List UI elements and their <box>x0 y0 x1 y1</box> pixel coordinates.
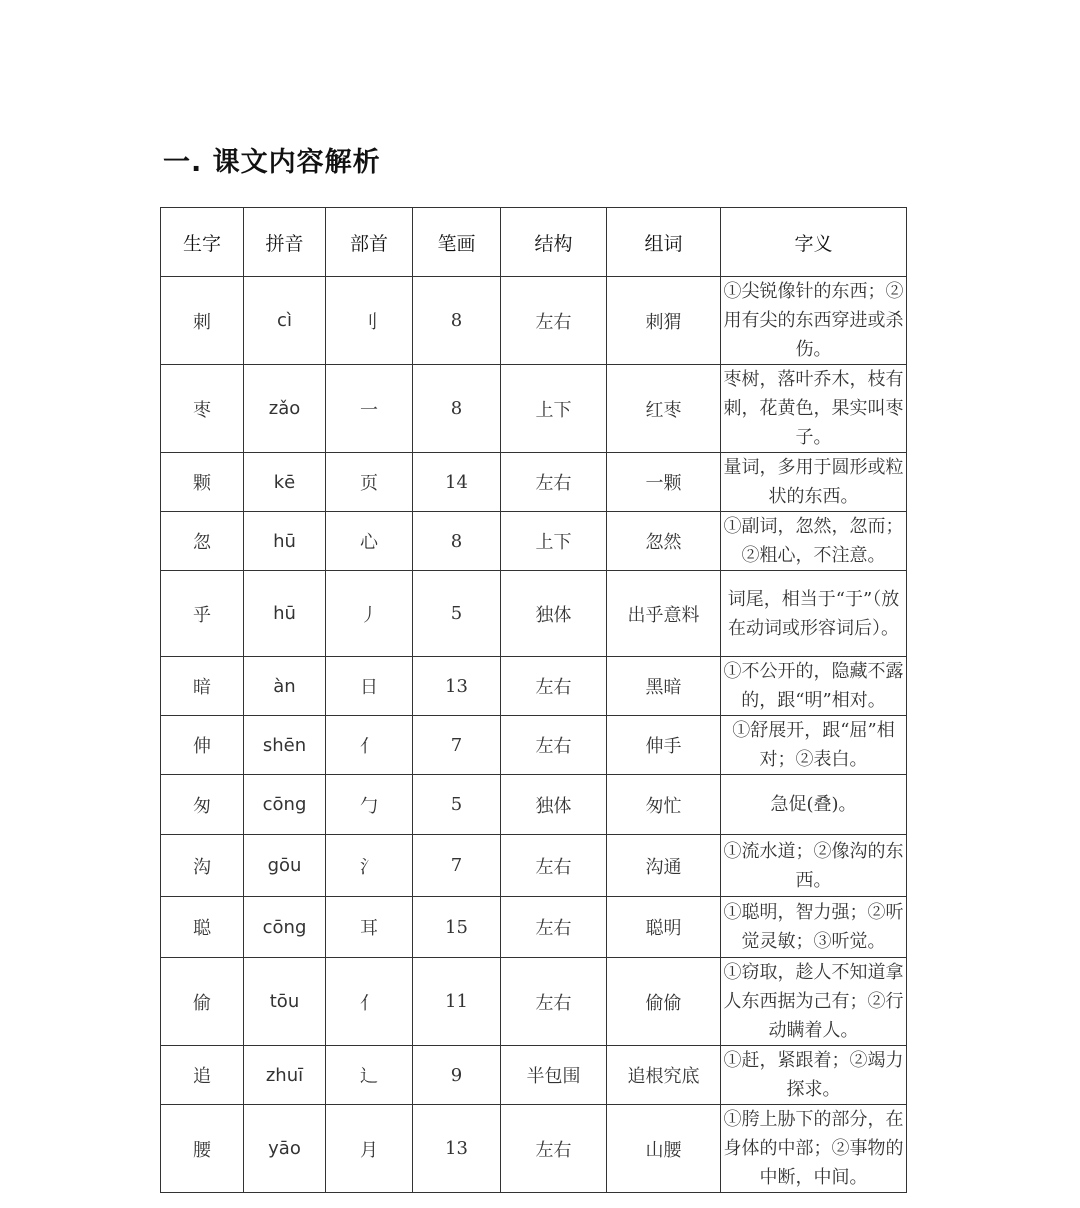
character-cell: 乎 <box>161 571 244 657</box>
character-cell: 匆 <box>161 775 244 835</box>
strokes-cell: 8 <box>413 365 501 453</box>
word-cell: 忽然 <box>607 512 721 571</box>
meaning-cell: 急促(叠)。 <box>721 775 907 835</box>
radical-cell: 勹 <box>326 775 413 835</box>
structure-cell: 上下 <box>501 365 607 453</box>
word-cell: 黑暗 <box>607 657 721 716</box>
pinyin-cell: zǎo <box>244 365 326 453</box>
radical-cell: 辶 <box>326 1046 413 1105</box>
character-cell: 偷 <box>161 958 244 1046</box>
strokes-cell: 14 <box>413 453 501 512</box>
structure-cell: 左右 <box>501 453 607 512</box>
radical-cell: 亻 <box>326 958 413 1046</box>
pinyin-cell: cōng <box>244 897 326 958</box>
character-cell: 颗 <box>161 453 244 512</box>
header-word: 组词 <box>607 208 721 277</box>
pinyin-cell: kē <box>244 453 326 512</box>
radical-cell: 氵 <box>326 835 413 897</box>
strokes-cell: 11 <box>413 958 501 1046</box>
header-pinyin: 拼音 <box>244 208 326 277</box>
pinyin-cell: yāo <box>244 1105 326 1193</box>
header-structure: 结构 <box>501 208 607 277</box>
meaning-cell: 枣树，落叶乔木，枝有刺，花黄色，果实叫枣子。 <box>721 365 907 453</box>
pinyin-cell: gōu <box>244 835 326 897</box>
character-cell: 沟 <box>161 835 244 897</box>
strokes-cell: 13 <box>413 657 501 716</box>
pinyin-cell: shēn <box>244 716 326 775</box>
strokes-cell: 5 <box>413 775 501 835</box>
strokes-cell: 7 <box>413 835 501 897</box>
strokes-cell: 5 <box>413 571 501 657</box>
character-cell: 聪 <box>161 897 244 958</box>
meaning-cell: ①尖锐像针的东西；②用有尖的东西穿进或杀伤。 <box>721 277 907 365</box>
strokes-cell: 8 <box>413 512 501 571</box>
strokes-cell: 13 <box>413 1105 501 1193</box>
radical-cell: 耳 <box>326 897 413 958</box>
meaning-cell: ①窃取，趁人不知道拿人东西据为己有；②行动瞒着人。 <box>721 958 907 1046</box>
word-cell: 刺猬 <box>607 277 721 365</box>
meaning-cell: ①聪明，智力强；②听觉灵敏；③听觉。 <box>721 897 907 958</box>
table-row <box>161 716 907 775</box>
character-cell: 追 <box>161 1046 244 1105</box>
table-row <box>161 1105 907 1193</box>
character-cell: 暗 <box>161 657 244 716</box>
meaning-cell: ①流水道；②像沟的东西。 <box>721 835 907 897</box>
word-cell: 伸手 <box>607 716 721 775</box>
table-row <box>161 897 907 958</box>
header-strokes: 笔画 <box>413 208 501 277</box>
word-cell: 偷偷 <box>607 958 721 1046</box>
word-cell: 聪明 <box>607 897 721 958</box>
character-cell: 伸 <box>161 716 244 775</box>
pinyin-cell: àn <box>244 657 326 716</box>
word-cell: 沟通 <box>607 835 721 897</box>
header-character: 生字 <box>161 208 244 277</box>
word-cell: 出乎意料 <box>607 571 721 657</box>
character-cell: 刺 <box>161 277 244 365</box>
word-cell: 红枣 <box>607 365 721 453</box>
radical-cell: 页 <box>326 453 413 512</box>
structure-cell: 左右 <box>501 657 607 716</box>
structure-cell: 左右 <box>501 897 607 958</box>
table-row <box>161 453 907 512</box>
structure-cell: 半包围 <box>501 1046 607 1105</box>
strokes-cell: 9 <box>413 1046 501 1105</box>
table-row <box>161 512 907 571</box>
structure-cell: 上下 <box>501 512 607 571</box>
header-meaning: 字义 <box>721 208 907 277</box>
pinyin-cell: hū <box>244 571 326 657</box>
header-radical: 部首 <box>326 208 413 277</box>
table-row <box>161 1046 907 1105</box>
radical-cell: 丿 <box>326 571 413 657</box>
table-row <box>161 277 907 365</box>
meaning-cell: ①赶，紧跟着；②竭力探求。 <box>721 1046 907 1105</box>
radical-cell: 心 <box>326 512 413 571</box>
word-cell: 一颗 <box>607 453 721 512</box>
word-cell: 追根究底 <box>607 1046 721 1105</box>
structure-cell: 左右 <box>501 277 607 365</box>
structure-cell: 左右 <box>501 958 607 1046</box>
table-header-row <box>161 208 907 277</box>
table-row <box>161 775 907 835</box>
strokes-cell: 8 <box>413 277 501 365</box>
section-title: 一. 课文内容解析 <box>163 147 381 178</box>
table-row <box>161 958 907 1046</box>
structure-cell: 左右 <box>501 1105 607 1193</box>
table-row <box>161 365 907 453</box>
radical-cell: 日 <box>326 657 413 716</box>
table-row <box>161 657 907 716</box>
strokes-cell: 7 <box>413 716 501 775</box>
pinyin-cell: hū <box>244 512 326 571</box>
meaning-cell: ①舒展开，跟“屈”相对；②表白。 <box>721 716 907 775</box>
character-cell: 忽 <box>161 512 244 571</box>
word-cell: 山腰 <box>607 1105 721 1193</box>
structure-cell: 左右 <box>501 716 607 775</box>
word-cell: 匆忙 <box>607 775 721 835</box>
radical-cell: 一 <box>326 365 413 453</box>
pinyin-cell: cì <box>244 277 326 365</box>
radical-cell: 亻 <box>326 716 413 775</box>
meaning-cell: 词尾，相当于“于”（放在动词或形容词后）。 <box>721 571 907 657</box>
character-cell: 腰 <box>161 1105 244 1193</box>
meaning-cell: ①胯上胁下的部分，在身体的中部；②事物的中断，中间。 <box>721 1105 907 1193</box>
structure-cell: 独体 <box>501 775 607 835</box>
strokes-cell: 15 <box>413 897 501 958</box>
table-row <box>161 835 907 897</box>
character-cell: 枣 <box>161 365 244 453</box>
pinyin-cell: tōu <box>244 958 326 1046</box>
meaning-cell: ①副词，忽然，忽而；②粗心，不注意。 <box>721 512 907 571</box>
structure-cell: 左右 <box>501 835 607 897</box>
meaning-cell: 量词，多用于圆形或粒状的东西。 <box>721 453 907 512</box>
meaning-cell: ①不公开的，隐藏不露的，跟“明”相对。 <box>721 657 907 716</box>
vocab-table <box>160 207 907 1193</box>
radical-cell: 刂 <box>326 277 413 365</box>
structure-cell: 独体 <box>501 571 607 657</box>
pinyin-cell: zhuī <box>244 1046 326 1105</box>
table-row <box>161 571 907 657</box>
radical-cell: 月 <box>326 1105 413 1193</box>
pinyin-cell: cōng <box>244 775 326 835</box>
